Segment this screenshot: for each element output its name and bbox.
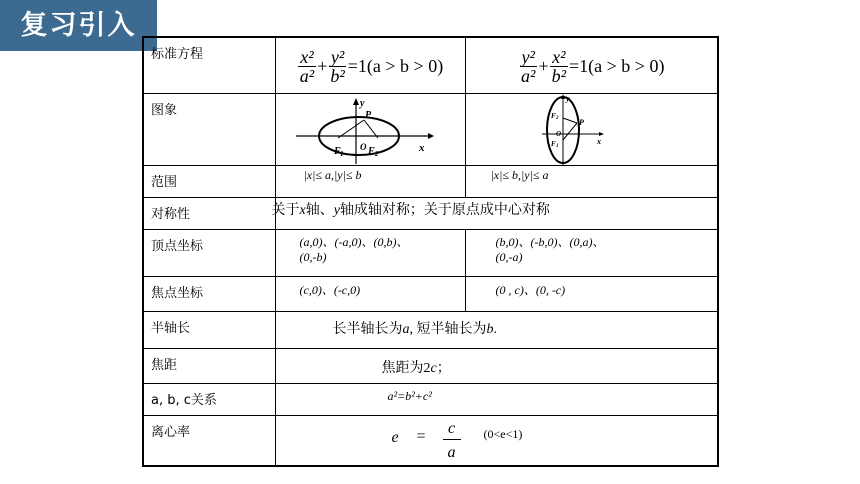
label-graph: 图象	[151, 102, 178, 118]
row-range	[143, 165, 718, 197]
label-vertex: 顶点坐标	[151, 238, 204, 254]
svg-text:F: F	[367, 145, 375, 157]
focal-distance-text: 焦距为2c；	[381, 360, 451, 376]
svg-text:O: O	[555, 129, 561, 138]
svg-text:P: P	[364, 109, 371, 121]
eccentricity-denominator: a	[447, 443, 456, 461]
svg-text:F: F	[550, 111, 556, 120]
abc-relation-text: a²=b²+c²	[387, 388, 432, 403]
focus-horizontal: (c,0)、(-c,0)	[299, 282, 361, 297]
equation-vertical: $\frac{\text{y²}}{\text{a²}}$ + $\frac{\text{x²}}{\text{b²}}$ =1(a > b > 0)	[521, 46, 665, 86]
svg-text:2: 2	[555, 115, 558, 121]
cell-eq-vertical	[465, 37, 718, 93]
svg-text:P: P	[578, 117, 584, 127]
svg-text:F: F	[550, 139, 556, 148]
eccentricity-numerator: c	[443, 418, 461, 440]
row-symmetry	[143, 197, 718, 229]
row-focus	[143, 276, 718, 311]
vertex-vertical-line1: (b,0)、(-b,0)、(0,a)、	[495, 234, 605, 249]
range-vertical: |x|≤ b,|y|≤ a	[490, 167, 549, 182]
svg-text:x: x	[596, 136, 601, 146]
svg-text:1: 1	[339, 149, 343, 158]
row-abc-relation	[143, 383, 718, 415]
svg-text:y: y	[565, 93, 570, 103]
row-semi-axis	[143, 311, 718, 348]
row-graph	[143, 93, 718, 165]
svg-text:x: x	[418, 141, 424, 154]
label-focus: 焦点坐标	[151, 285, 204, 301]
focus-vertical: (0 , c)、(0, -c)	[495, 282, 566, 297]
row-focal-distance	[143, 348, 718, 383]
eccentricity-symbol: e	[391, 428, 399, 446]
equation-horizontal: $\frac{\text{x²}}{\text{a²}}$ + $\frac{\text{y²}}{\text{b²}}$ =1(a > b > 0)	[299, 46, 444, 86]
vertex-vertical-line2: (0,-a)	[495, 249, 523, 264]
cell-graph-horizontal	[275, 93, 465, 165]
section-badge: 复习引入	[0, 0, 157, 51]
label-abc-relation: a, b, c关系	[151, 392, 217, 408]
row-vertex	[143, 229, 718, 276]
ellipse-graph-vertical	[466, 94, 719, 166]
eccentricity-equals: =	[416, 427, 426, 445]
label-symmetry: 对称性	[151, 206, 191, 222]
cell-graph-vertical	[465, 93, 718, 165]
svg-text:1: 1	[555, 143, 558, 149]
label-focal-distance: 焦距	[151, 357, 178, 373]
svg-text:y: y	[359, 97, 364, 109]
vertex-horizontal-line1: (a,0)、(-a,0)、(0,b)、	[299, 234, 409, 249]
semi-axis-text: 长半轴长为a, 短半轴长为b.	[332, 321, 497, 337]
svg-text:O: O	[359, 141, 366, 152]
symmetry-text: 关于x轴、y轴成轴对称；关于原点成中心对称	[271, 202, 550, 218]
label-range: 范围	[151, 174, 178, 190]
ellipse-properties-table	[142, 36, 719, 467]
eccentricity-condition: (0<e<1)	[483, 426, 523, 441]
range-horizontal: |x|≤ a,|y|≤ b	[303, 167, 362, 182]
row-standard-equation	[143, 37, 718, 93]
svg-text:F: F	[333, 145, 341, 157]
svg-text:2: 2	[374, 149, 378, 158]
row-eccentricity	[143, 415, 718, 466]
vertex-horizontal-line2: (0,-b)	[299, 249, 327, 264]
label-semi-axis: 半轴长	[151, 320, 191, 336]
label-eccentricity: 离心率	[151, 424, 191, 440]
ellipse-graph-horizontal	[276, 94, 466, 166]
label-standard-equation: 标准方程	[151, 47, 204, 62]
cell-eq-horizontal	[275, 37, 465, 93]
